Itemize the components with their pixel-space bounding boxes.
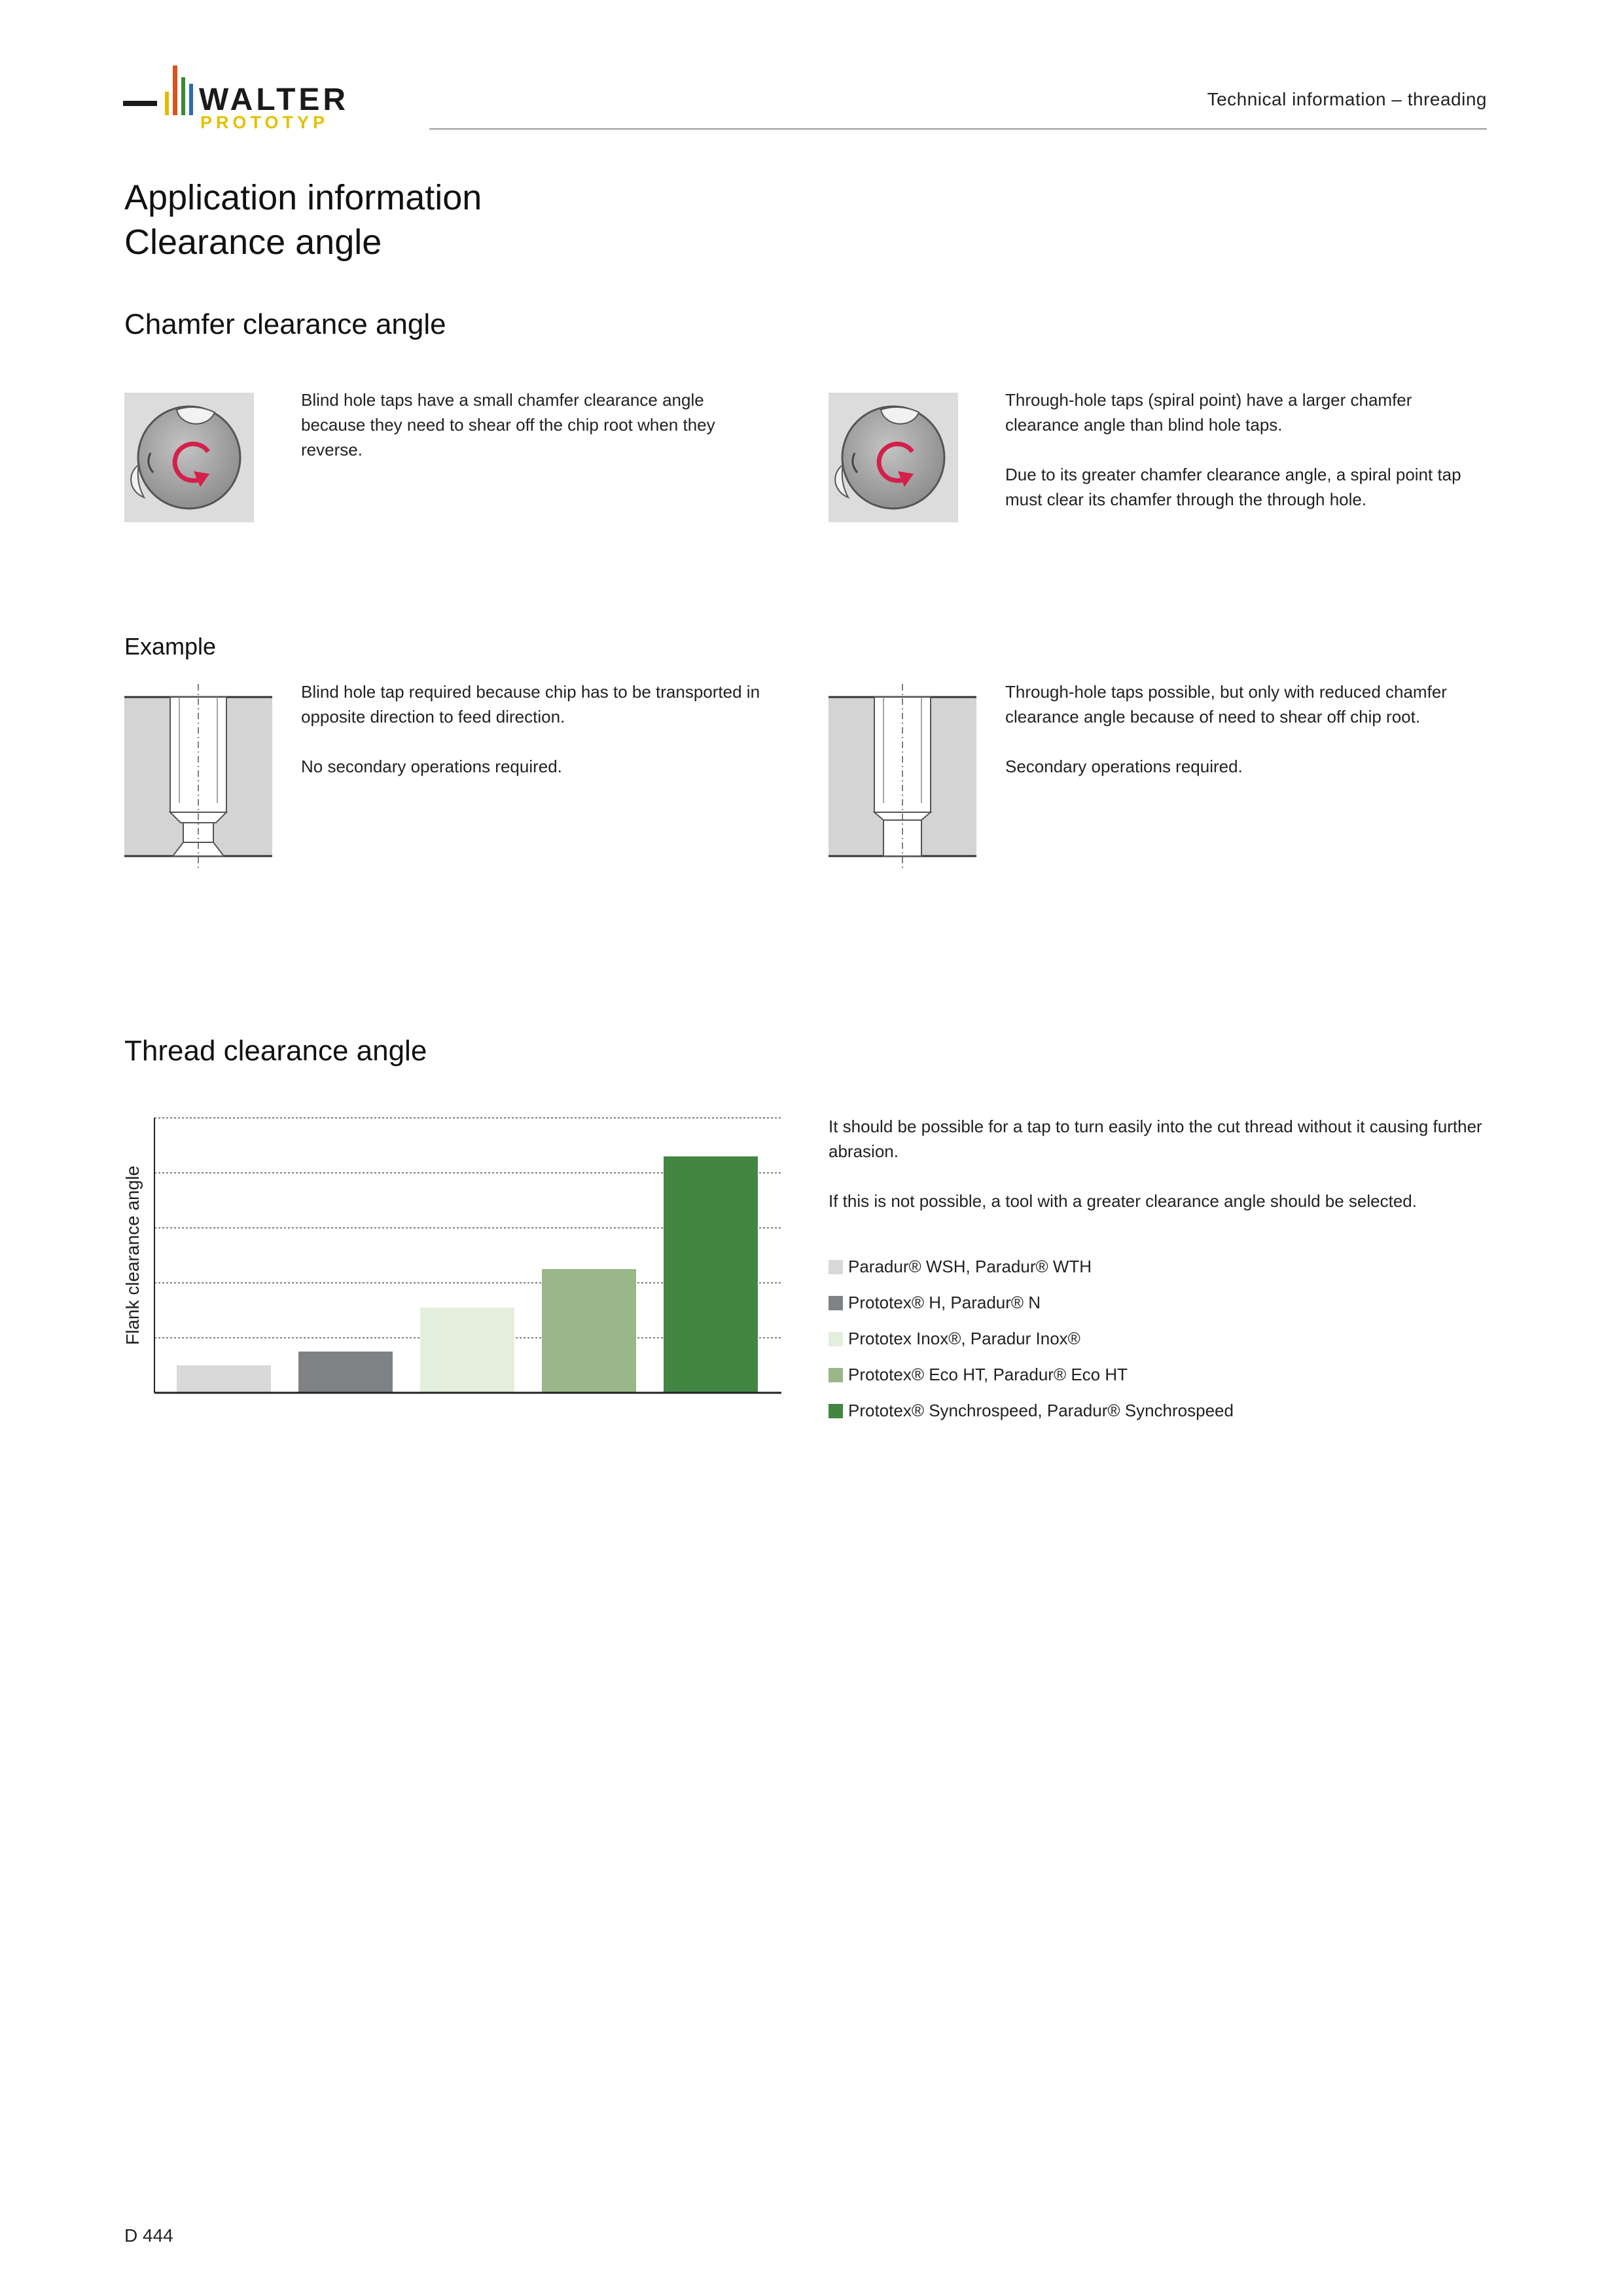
bar-1 (177, 1365, 271, 1393)
logo-subword: PROTOTYP (200, 113, 329, 132)
chart-bars (177, 1157, 758, 1393)
paragraph: Blind hole taps have a small chamfer clearance angle because they need to shear off the chip root when they reverse. (301, 390, 715, 459)
legend-item (829, 1249, 1483, 1285)
paragraph: Through-hole taps (spiral point) have a larger chamfer clearance angle than blind hole taps. (1005, 390, 1412, 435)
header-rule (429, 128, 1487, 130)
through-hole-tap-cross-section-image (829, 393, 958, 522)
legend-label: Paradur® WSH, Paradur® WTH (848, 1257, 1092, 1276)
legend-label: Prototex® H, Paradur® N (848, 1293, 1041, 1312)
page-title-line2: Clearance angle (124, 223, 382, 262)
legend-swatch (829, 1404, 843, 1418)
legend-swatch (829, 1260, 843, 1274)
logo-word: WALTER (199, 82, 349, 117)
paragraph: Secondary operations required. (1005, 757, 1243, 776)
bar-2 (298, 1352, 393, 1393)
walter-prototyp-logo (123, 60, 404, 132)
header-title: Technical information – threading (1207, 89, 1487, 109)
thread-clearance-heading: Thread clearance angle (124, 1035, 427, 1067)
paragraph: Through-hole taps possible, but only with reduced chamfer clearance angle because of need to shear off chip root. (1005, 682, 1447, 726)
legend-swatch (829, 1332, 843, 1346)
legend-label: Prototex® Synchrospeed, Paradur® Synchrospeed (848, 1401, 1234, 1420)
paragraph: If this is not possible, a tool with a greater clearance angle should be selected. (829, 1191, 1417, 1211)
paragraph: No secondary operations required. (301, 757, 562, 776)
paragraph: Blind hole tap required because chip has to be transported in opposite direction to feed direction. (301, 682, 760, 726)
thread-clearance-text (829, 1114, 1483, 1213)
legend-label: Prototex® Eco HT, Paradur® Eco HT (848, 1365, 1128, 1384)
paragraph: It should be possible for a tap to turn easily into the cut thread without it causing further abrasion. (829, 1117, 1482, 1161)
legend-item (829, 1285, 1483, 1321)
through-hole-example-drawing (829, 684, 976, 870)
example-heading: Example (124, 633, 217, 660)
bar-5 (664, 1157, 758, 1393)
y-axis-label: Flank clearance angle (122, 1166, 143, 1345)
legend-item (829, 1357, 1483, 1393)
chart-legend (829, 1249, 1483, 1429)
blind-hole-example-text (301, 679, 772, 779)
page-title-line1: Application information (124, 178, 482, 217)
through-hole-example-text (1005, 679, 1476, 779)
blind-hole-chamfer-text (301, 387, 772, 462)
legend-item (829, 1393, 1483, 1429)
through-hole-chamfer-text (1005, 387, 1476, 512)
bar-3 (420, 1308, 514, 1393)
page-number: D 444 (124, 2225, 173, 2246)
blind-hole-tap-cross-section-image (124, 393, 254, 522)
chamfer-heading: Chamfer clearance angle (124, 308, 446, 340)
blind-hole-example-drawing (124, 684, 272, 870)
legend-item (829, 1321, 1483, 1357)
bar-4 (542, 1269, 636, 1393)
legend-swatch (829, 1368, 843, 1382)
paragraph: Due to its greater chamfer clearance angle, a spiral point tap must clear its chamfer through the through hole. (1005, 465, 1461, 509)
legend-label: Prototex Inox®, Paradur Inox® (848, 1329, 1080, 1348)
flank-clearance-bar-chart (119, 1106, 793, 1401)
legend-swatch (829, 1296, 843, 1310)
